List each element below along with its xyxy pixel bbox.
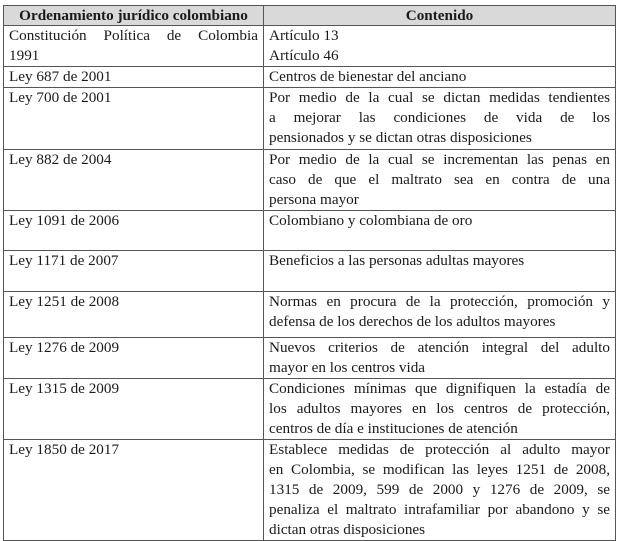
content-text-line: centros de día e instituciones de atención [269, 420, 518, 437]
law-cell [4, 292, 264, 338]
table-row [4, 88, 616, 150]
content-text-line: Nuevos criterios de atención integral del adulto [269, 339, 610, 356]
table-header-row [4, 6, 616, 26]
table-row [4, 440, 616, 541]
content-text-line: Normas en procura de la protección, promoción y [269, 293, 610, 310]
law-cell [4, 150, 264, 211]
content-text-line: Artículo 13 [269, 27, 339, 44]
table-row [4, 211, 616, 251]
content-cell [264, 67, 616, 88]
content-text-line: penaliza el maltrato intrafamiliar por abandono y se [269, 501, 610, 518]
content-cell [264, 338, 616, 379]
content-text-line: Beneficios a las personas adultas mayores [269, 252, 525, 269]
content-cell [264, 26, 616, 67]
content-text-line: Centros de bienestar del anciano [269, 68, 467, 85]
table-row [4, 26, 616, 67]
table-row [4, 379, 616, 440]
content-text-line: los adultos mayores en los centros de protección, [269, 400, 610, 417]
table-row [4, 150, 616, 211]
content-text-line: mayor en los centros vida [269, 359, 426, 376]
law-text: Ley 700 de 2001 [9, 89, 112, 106]
law-text: Ley 1091 de 2006 [9, 212, 120, 229]
content-text-line: Condiciones mínimas que dignifiquen la estadía de [269, 380, 610, 397]
content-cell [264, 440, 616, 541]
law-cell [4, 211, 264, 251]
law-text: Ley 1315 de 2009 [9, 380, 120, 397]
law-text-line: Constitución Política de Colombia [9, 27, 258, 44]
law-text-line: 1991 [9, 47, 40, 64]
law-cell [4, 67, 264, 88]
law-text: Ley 687 de 2001 [9, 68, 112, 85]
content-text-line: Por medio de la cual se incrementan las penas en [269, 151, 610, 168]
table-row [4, 251, 616, 292]
content-text-line: caso de que el maltrato sea en contra de una [269, 171, 610, 188]
content-text-line: defensa de los derechos de los adultos mayores [269, 313, 556, 330]
content-text-line: 1315 de 2009, 599 de 2000 y 1276 de 2009, se [269, 481, 610, 498]
table-body [4, 26, 616, 541]
content-text-line: en Colombia, se modifican las leyes 1251 de 2008, [269, 461, 610, 478]
law-cell [4, 379, 264, 440]
law-cell [4, 26, 264, 67]
column-header-law: Ordenamiento jurídico colombiano [4, 6, 264, 26]
content-cell [264, 88, 616, 150]
content-text-line: dictan otras disposiciones [269, 521, 426, 538]
law-text: Ley 1251 de 2008 [9, 293, 120, 310]
content-text-line: persona mayor [269, 191, 359, 208]
content-text-line: pensionados y se dictan otras disposiciones [269, 129, 532, 146]
law-cell [4, 440, 264, 541]
content-text-line: a mejorar las condiciones de vida de los [269, 109, 610, 126]
content-cell [264, 211, 616, 251]
law-cell [4, 251, 264, 292]
content-text-line: Colombiano y colombiana de oro [269, 212, 473, 229]
content-cell [264, 150, 616, 211]
content-text-line: Por medio de la cual se dictan medidas tendientes [269, 89, 610, 106]
table-row [4, 67, 616, 88]
content-cell [264, 292, 616, 338]
law-text: Ley 882 de 2004 [9, 151, 112, 168]
legal-framework-table [3, 5, 616, 541]
law-text: Ley 1171 de 2007 [9, 252, 119, 269]
law-text: Ley 1850 de 2017 [9, 441, 120, 458]
content-text-line: Artículo 46 [269, 47, 339, 64]
law-cell [4, 338, 264, 379]
content-text-line: Establece medidas de protección al adulto mayor [269, 441, 610, 458]
law-text: Ley 1276 de 2009 [9, 339, 120, 356]
law-cell [4, 88, 264, 150]
table-row [4, 338, 616, 379]
table-row [4, 292, 616, 338]
content-cell [264, 251, 616, 292]
column-header-content: Contenido [264, 6, 616, 26]
content-cell [264, 379, 616, 440]
